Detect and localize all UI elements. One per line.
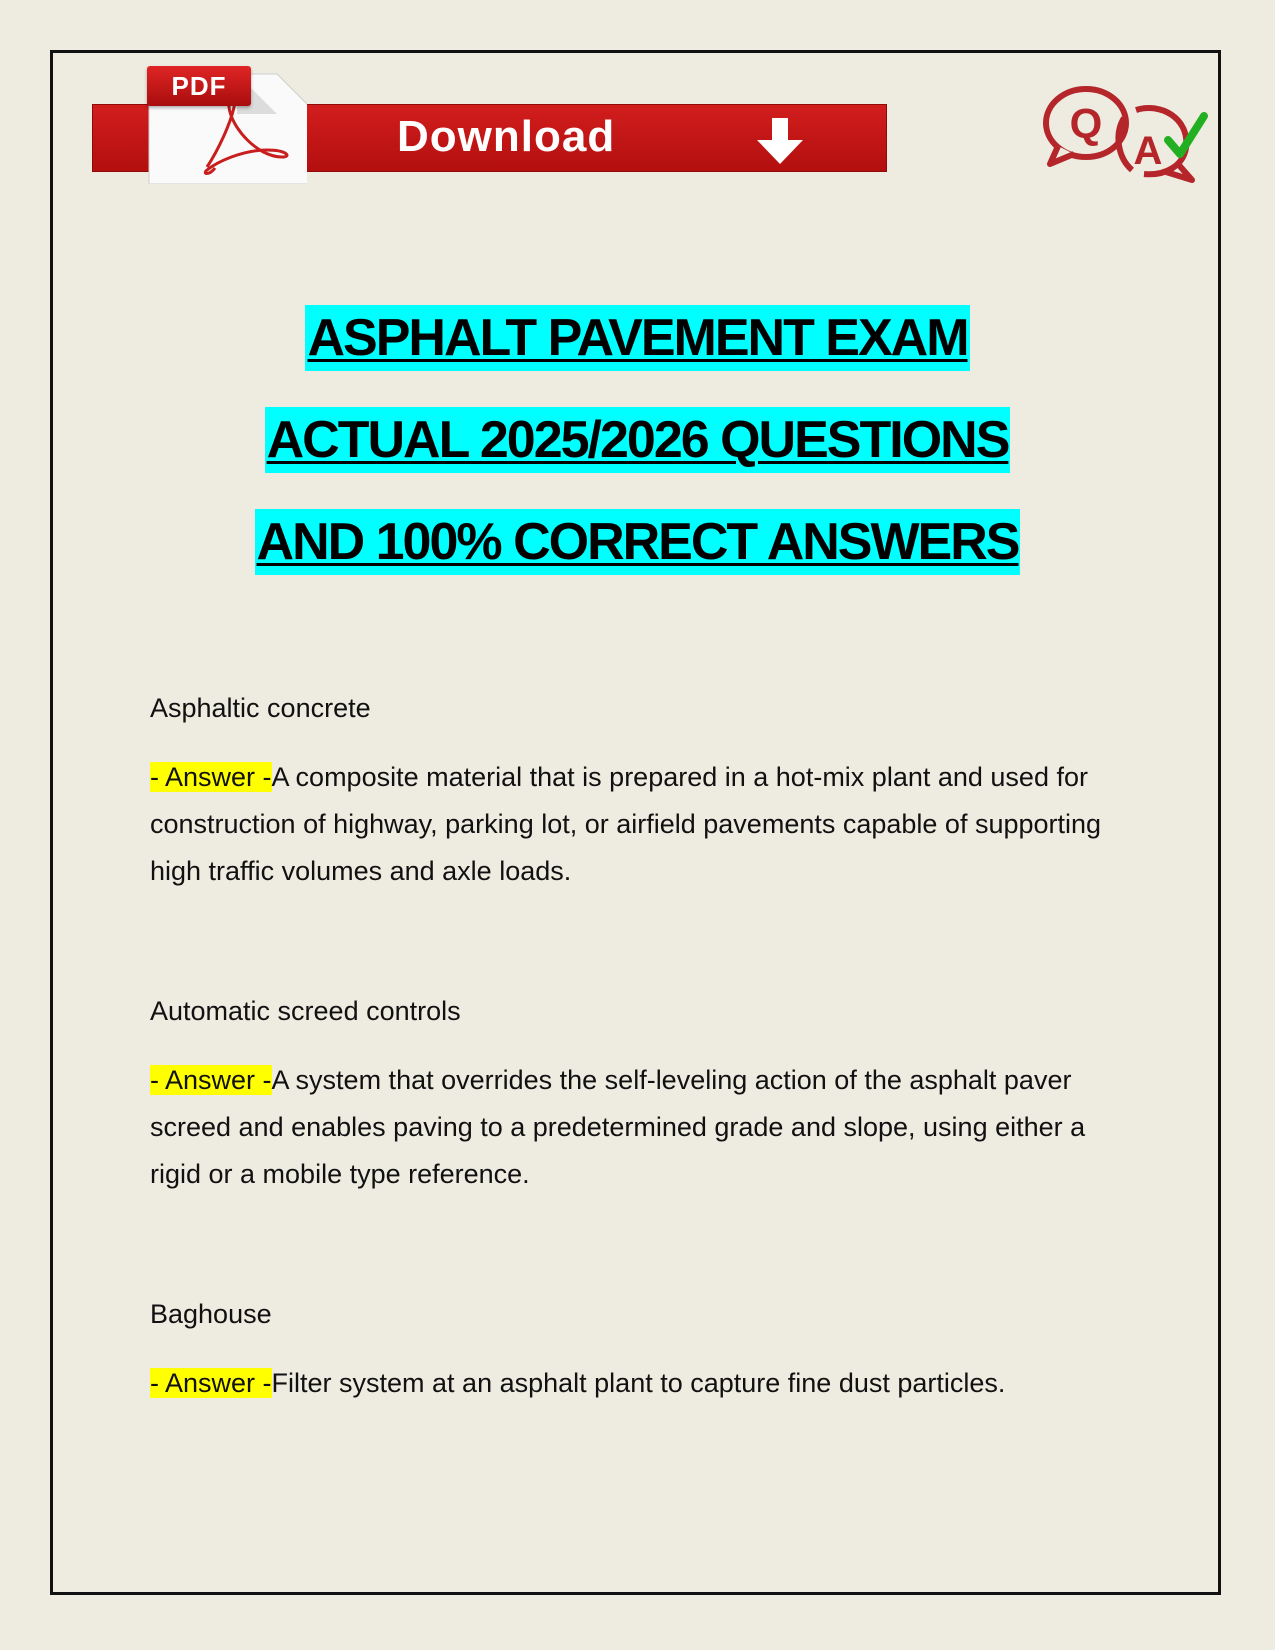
answer-text: [150, 754, 1140, 895]
answer-body: A system that overrides the self-leveling action of the asphalt paver screed and enables paving to a predetermined grade and slope, using either a rigid or a mobile type reference.: [150, 1065, 1086, 1189]
answer-body: Filter system at an asphalt plant to capture fine dust particles.: [271, 1368, 1006, 1398]
qa-item: [150, 1296, 1140, 1407]
download-label[interactable]: Download: [397, 112, 616, 161]
question-text: Asphaltic concrete: [150, 693, 371, 723]
pdf-download-banner[interactable]: [92, 60, 887, 185]
qa-list: [150, 690, 1140, 1407]
answer-body: A composite material that is prepared in a hot-mix plant and used for construction of highway, parking lot, or airfield pavements capable of supporting high traffic volumes and axle loads.: [150, 762, 1102, 886]
title-line-3: AND 100% CORRECT ANSWERS: [255, 509, 1021, 575]
acrobat-pdf-icon: [147, 62, 307, 182]
answer-text: [150, 1360, 1140, 1407]
answer-prefix: - Answer -: [150, 1065, 272, 1095]
qa-item: [150, 690, 1140, 895]
answer-text: [150, 1057, 1140, 1198]
qa-item: [150, 993, 1140, 1198]
document-title: [0, 305, 1275, 611]
answer-prefix: - Answer -: [150, 1368, 272, 1398]
title-line-1: ASPHALT PAVEMENT EXAM: [305, 305, 969, 371]
q-letter: Q: [1069, 100, 1103, 147]
answer-prefix: - Answer -: [150, 762, 272, 792]
a-letter: A: [1133, 129, 1163, 173]
title-line-2: ACTUAL 2025/2026 QUESTIONS: [265, 407, 1011, 473]
question-text: Automatic screed controls: [150, 996, 461, 1026]
arrow-down-icon: [757, 118, 803, 171]
question-text: Baghouse: [150, 1299, 272, 1329]
qa-speech-bubbles-checkmark-icon: [1040, 78, 1210, 188]
pdf-label: PDF: [147, 66, 251, 106]
